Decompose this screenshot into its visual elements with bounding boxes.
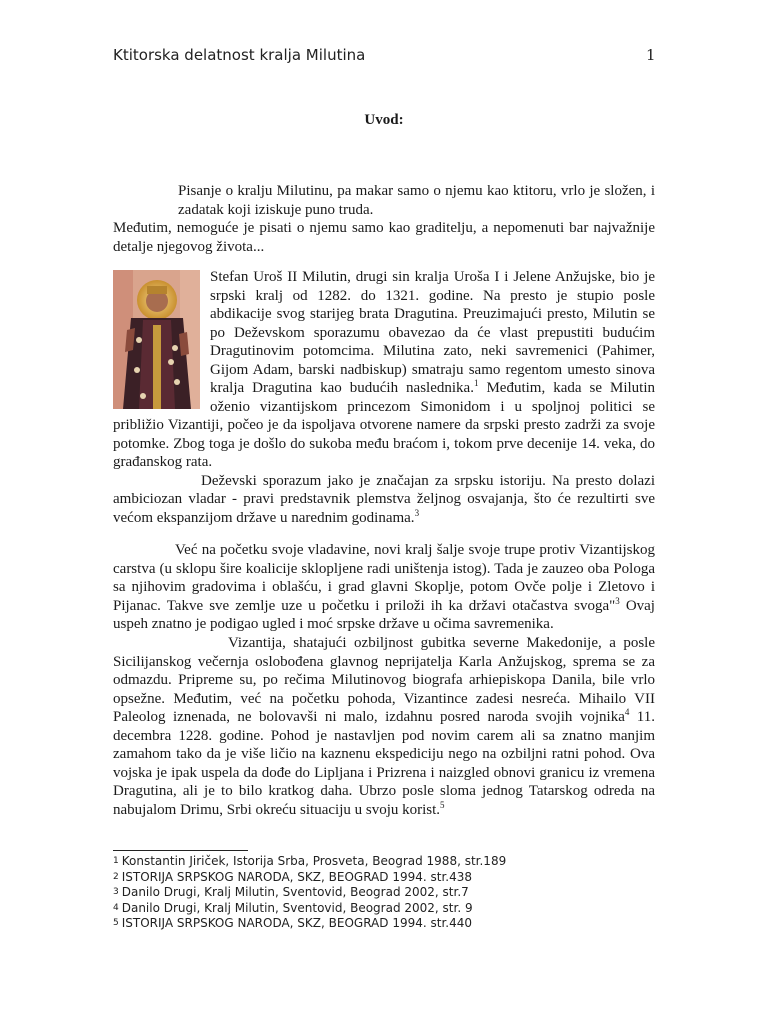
footnote-text: Konstantin Jiriček, Istorija Srba, Prosveta, Beograd 1988, str.189: [121, 854, 507, 868]
campaign-text-a: Već na početku svoje vladavine, novi kralj šalje svoje trupe protiv Vizantijskog carstva (u sklopu šire koalicije sklopljene radi uništenja istog). Tada je zauzeo oba Pologa sa njihovim gradovima i oblašću, i grad glavni Skoplje, potom Ovče polje i Zletovo i Pijanac. Takve sve zemlje uze u početku i priloži ih ka državi otačastva svoga": [113, 542, 655, 614]
dezevski-text: Deževski sporazum jako je značajan za srpsku istoriju. Na presto dolazi ambiciozan vladar - pravi predstavnik plemstva željnog osvajanja, što će rezultirti sve većom ekspanzijom države u narednim godinama.: [113, 472, 655, 526]
footnote-text: Danilo Drugi, Kralj Milutin, Sventovid, Beograd 2002, str. 9: [121, 900, 473, 915]
footnote-text: Danilo Drugi, Kralj Milutin, Sventovid, Beograd 2002, str.7: [121, 885, 469, 899]
footnote-item: [113, 885, 506, 901]
running-header-title: Ktitorska delatnost kralja Milutina: [113, 46, 366, 64]
campaign-text-b: Ovaj uspeh znatno je podigao ugled i moć srpske države u očima savremenika.: [113, 597, 655, 632]
footnote-text: ISTORIJA SRPSKOG NARODA, SKZ, BEOGRAD 1994. str.438: [121, 869, 472, 884]
page-number: 1: [646, 46, 656, 64]
milutin-text-a: Stefan Uroš II Milutin, drugi sin kralja Uroša I i Jelene Anžujske, bio je srpski kralj od 1282. do 1321. godine. Na presto je stupio posle abdikacije svog starijeg brata Dragutina. Preuzimajući presto, Milutin se po Deževskom sporazumu obavezao da će vlast prepustiti budućim Dragutinovim potomcima. Milutina zato, neki savremenici (Pahimer, Gijom Adam, barski nadbiskup) smatraju samo regentom umesto sinova kralja Dragutina kao budućih naslednika.: [210, 269, 655, 396]
painting-image: [113, 270, 200, 409]
footnote-number: 4: [113, 902, 119, 913]
milutin-section: [113, 268, 655, 527]
footnote-item: [113, 916, 506, 932]
byzantium-text-a: Vizantija, shatajući ozbiljnost gubitka severne Makedonije, a posle Sicilijanskog večernja oslobođena glavnog neprijatelja Karla Anžujskog, sprema se za odmazdu. Pripreme su, po rečima Milutinovog biografa arhiepiskopa Danila, bile vrlo opsežne. Međutim, već na početku pohoda, Vizantince zadesi nesreća. Mihailo VII Paleolog iznenada, ne bolovavši ni malo, izdahnu posred naroda svojih vojnika: [113, 635, 655, 725]
milutin-text-b: Međutim, kada se Milutin oženio vizantijskom princezom Simonidom i u spoljnoj politici se približio Vizantiji, počeo je da ispoljava otvorene namere da srpski presto zadrži za svoje potomke. Zbog toga je došlo do sukoba među braćom i, tokom prve decenije 14. veka, do građanskog rata.: [113, 380, 655, 470]
intro-paragraph-1: Pisanje o kralju Milutinu, pa makar samo o njemu kao ktitoru, vrlo je složen, i zadatak koji iziskuje puno truda.: [178, 183, 655, 218]
footnote-text: ISTORIJA SRPSKOG NARODA, SKZ, BEOGRAD 1994. str.440: [121, 916, 472, 930]
intro-paragraph-2: Međutim, nemoguće je pisati o njemu samo kao graditelju, a nepomenuti bar najvažnije detalje njegovog života...: [113, 220, 655, 255]
footnote-ref: 5: [440, 799, 445, 810]
footnotes: [113, 854, 506, 932]
footnote-item: [113, 854, 506, 870]
footnote-item: [113, 870, 506, 886]
icon-painting: [113, 270, 200, 409]
footnote-separator: [113, 850, 248, 851]
footnote-number: 5: [113, 918, 119, 928]
footnote-number: 1: [113, 856, 119, 866]
byzantium-paragraph: [113, 634, 655, 819]
footnote-item: [113, 901, 506, 917]
footnote-ref: 4: [624, 707, 630, 717]
byzantium-text-b: 11. decembra 1228. godine. Pohod je nastavljen pod novim carem ali sa znatno manjim zamahom tako da je više ličio na kaznenu ekspediciju nego na ozbiljni ratni pohod. Ova vojska je ipak uspela da dođe do Lipljana i Prizrena i naizgled obnovi granicu iz vremena Dragutina, ali je to bilo kratkog daha. Ubrzo posle sloma jednog Tatarskog odreda na nabujalom Drimu, Srbi okreću situaciju u svoju korist.: [113, 709, 655, 818]
footnote-ref: 3: [615, 595, 620, 606]
footnote-ref: 1: [473, 378, 479, 388]
footnote-number: 2: [113, 871, 119, 882]
intro-block: [113, 182, 655, 256]
section-heading: Uvod:: [364, 112, 404, 128]
footnote-number: 3: [113, 887, 119, 897]
campaign-paragraph: [113, 541, 655, 634]
footnote-ref: 3: [414, 507, 420, 518]
dezevski-paragraph: [113, 472, 655, 528]
